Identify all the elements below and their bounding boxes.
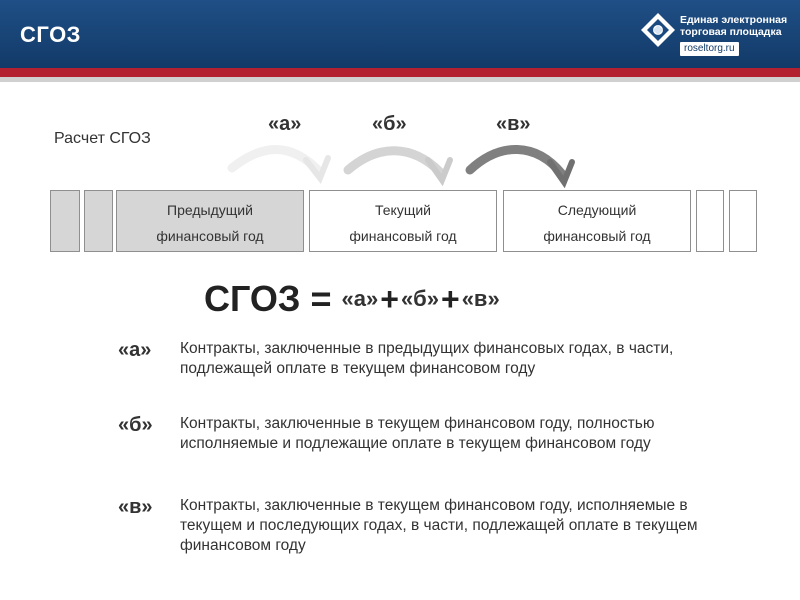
top-letter-b: «б» bbox=[372, 113, 407, 135]
header-accent-band bbox=[0, 68, 800, 77]
formula-plus-2: + bbox=[441, 280, 460, 317]
header-shadow-band bbox=[0, 77, 800, 82]
arrow-v-icon bbox=[470, 149, 572, 182]
definition-key-b: «б» bbox=[118, 414, 153, 436]
page-title: СГОЗ bbox=[20, 22, 81, 47]
timeline-cell-past-1 bbox=[84, 190, 113, 252]
arrow-a-icon bbox=[232, 150, 328, 179]
timeline-cell-past-2 bbox=[50, 190, 80, 252]
logo-url[interactable]: roseltorg.ru bbox=[680, 42, 739, 56]
arrow-b-icon bbox=[348, 151, 450, 180]
formula-plus-1: + bbox=[380, 280, 399, 317]
period-previous-line2: финансовый год bbox=[156, 228, 264, 244]
period-next-line2: финансовый год bbox=[543, 228, 651, 244]
sgoz-formula bbox=[204, 277, 500, 321]
formula-b: «б» bbox=[400, 286, 439, 311]
formula-v: «в» bbox=[461, 286, 500, 311]
period-current-line2: финансовый год bbox=[349, 228, 457, 244]
timeline-cell-future-2 bbox=[729, 190, 757, 252]
timeline-cell-current-year bbox=[309, 190, 497, 252]
logo-title bbox=[680, 14, 787, 38]
calc-label: Расчет СГОЗ bbox=[54, 130, 151, 147]
logo-line-2: торговая площадка bbox=[680, 26, 782, 38]
timeline-cell-next-year bbox=[503, 190, 691, 252]
period-next-line1: Следующий bbox=[557, 202, 637, 218]
top-letter-a: «а» bbox=[268, 113, 302, 135]
formula-a: «а» bbox=[341, 286, 379, 311]
top-letter-v: «в» bbox=[496, 113, 531, 135]
timeline-cell-future-1 bbox=[696, 190, 724, 252]
header-bar bbox=[0, 0, 800, 68]
formula-equals: = bbox=[310, 278, 332, 319]
definition-text-a: Контракты, заключенные в предыдущих финансовых годах, в части, подлежащей оплате в текущем финансовом году bbox=[180, 340, 674, 377]
formula-lhs: СГОЗ bbox=[204, 278, 301, 319]
roseltorg-logo[interactable] bbox=[640, 10, 790, 60]
definition-key-a: «а» bbox=[118, 339, 152, 361]
logo-diamond-icon bbox=[640, 12, 676, 48]
logo-line-1: Единая электронная bbox=[680, 14, 788, 26]
period-previous-line1: Предыдущий bbox=[167, 202, 253, 218]
definition-text-b: Контракты, заключенные в текущем финансовом году, полностью исполняемые и подлежащие оплате в текущем финансовом году bbox=[180, 415, 655, 452]
definition-key-v: «в» bbox=[118, 496, 153, 518]
period-current-line1: Текущий bbox=[375, 202, 431, 218]
definition-text-v: Контракты, заключенные в текущем финансовом году, исполняемые в текущем и последующих годах, в части, подлежащей оплате в текущем финансовом году bbox=[180, 497, 698, 554]
timeline-cell-previous-year bbox=[116, 190, 304, 252]
